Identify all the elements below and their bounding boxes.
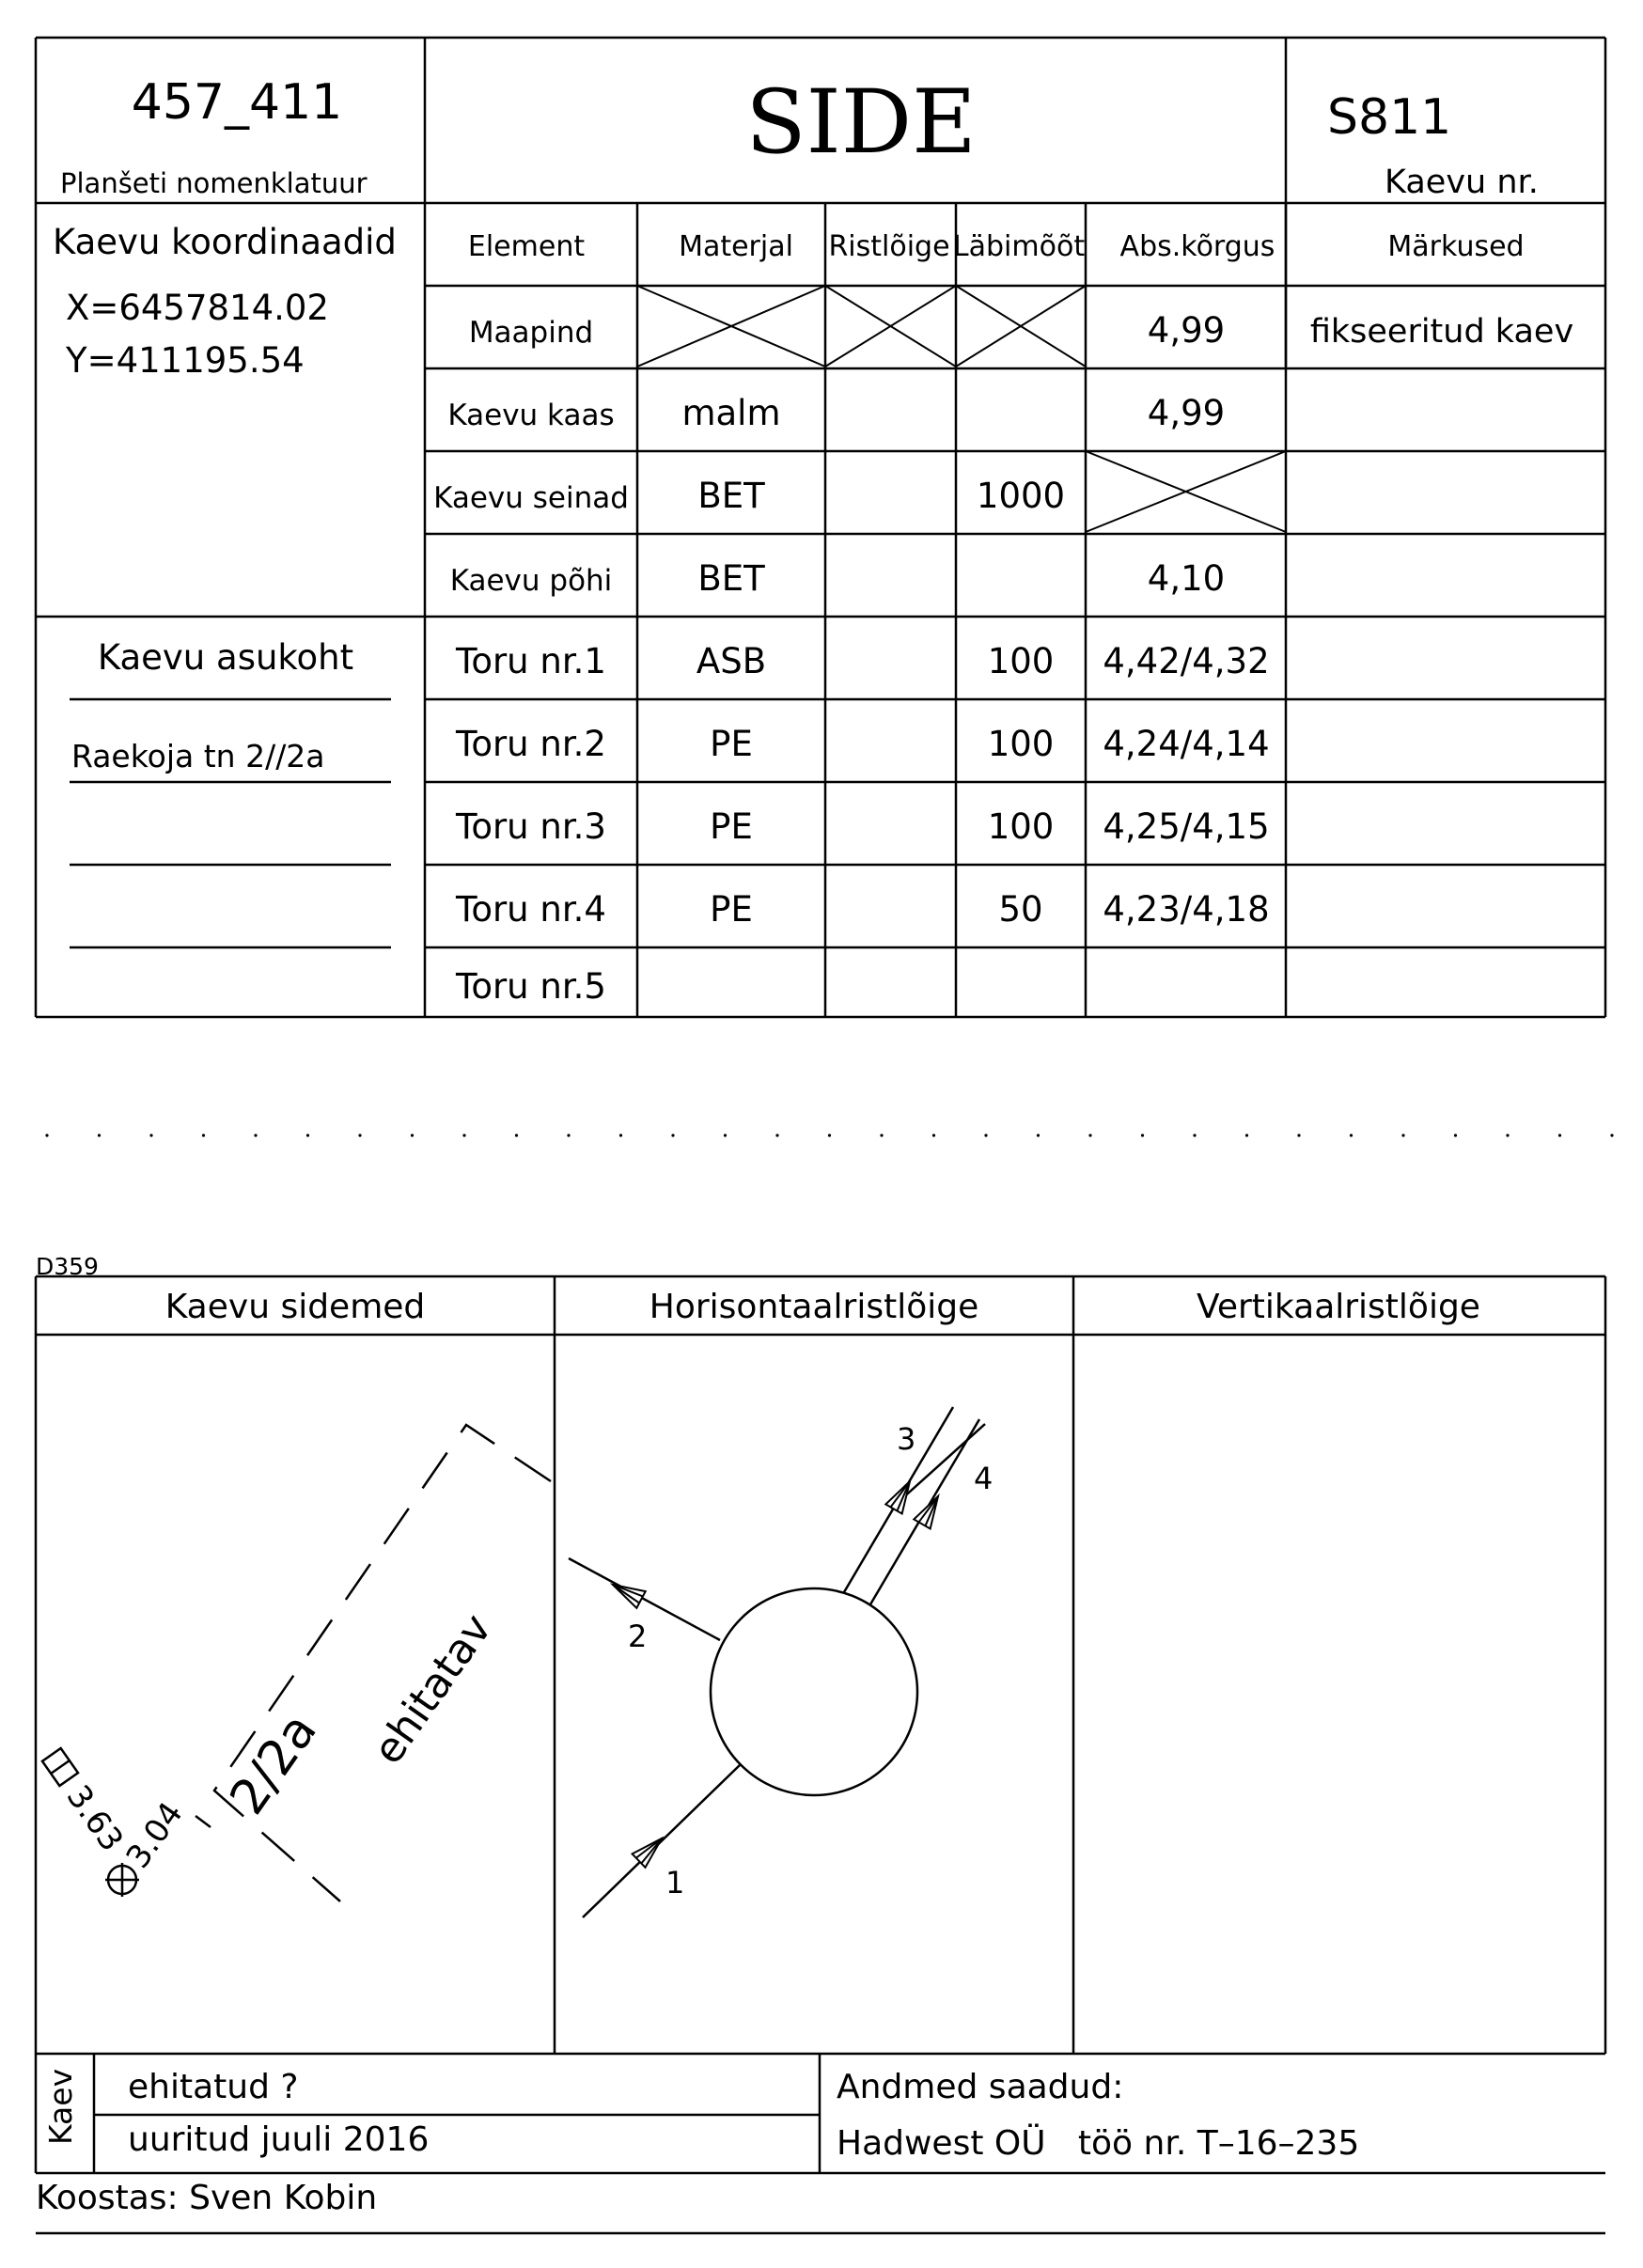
footer-author: Koostas: Sven Kobin (36, 2179, 378, 2217)
cut-dot (411, 1134, 414, 1136)
table-cell-material: ASB (696, 641, 767, 681)
table-cell-element: Kaevu seinad (433, 481, 629, 515)
pipe-label-4: 4 (974, 1461, 994, 1496)
panel-title-vertical: Vertikaalristlõige (1197, 1288, 1480, 1326)
table-cell-diameter: 50 (998, 889, 1043, 930)
table-cell-height: 4,24/4,14 (1103, 724, 1270, 764)
flow-arrow-icon (914, 1492, 946, 1528)
nomenclature-value: 457_411 (131, 74, 343, 131)
cut-dot (828, 1134, 831, 1136)
coordinate-y: Y=411195.54 (66, 340, 305, 381)
cut-dot (1506, 1134, 1509, 1136)
cut-dot (775, 1134, 778, 1136)
panel-title-horizontal: Horisontaalristlõige (649, 1288, 979, 1326)
cut-line (45, 1134, 1613, 1136)
table-cell-height: 4,42/4,32 (1103, 641, 1270, 681)
location-label: Kaevu asukoht (97, 637, 354, 678)
nomenclature-label: Planšeti nomenklatuur (60, 167, 368, 199)
cut-dot (671, 1134, 674, 1136)
cut-dot (984, 1134, 987, 1136)
col-notes: Märkused (1387, 230, 1525, 263)
address-tick (196, 1816, 211, 1827)
sketch-mark-a: 3.63 (58, 1778, 131, 1859)
table-cell-material: BET (697, 476, 765, 516)
table-cell-material: PE (710, 724, 753, 764)
table-cell-height: 4,99 (1147, 393, 1226, 433)
table-cell-notes: fikseeritud kaev (1309, 313, 1574, 351)
table-cell-diameter: 100 (987, 806, 1055, 847)
table-cell-material: malm (681, 393, 781, 433)
cut-dot (1454, 1134, 1457, 1136)
cut-dot (149, 1134, 152, 1136)
card-title: SIDE (745, 71, 977, 174)
table-cell-material: PE (710, 806, 753, 847)
cut-dot (45, 1134, 48, 1136)
table-cell-height: 4,25/4,15 (1103, 806, 1270, 847)
cut-dot (515, 1134, 518, 1136)
col-cross-section: Ristlõige (828, 230, 950, 263)
table-cell-height: 4,99 (1147, 310, 1226, 351)
cut-dot (724, 1134, 727, 1136)
pipe-label-2: 2 (628, 1619, 648, 1654)
table-cell-material: BET (697, 558, 765, 599)
cut-dot (1141, 1134, 1144, 1136)
cut-dot (619, 1134, 622, 1136)
table-cell-element: Toru nr.4 (456, 889, 606, 930)
table-body (433, 310, 1573, 1007)
cut-dot (254, 1134, 257, 1136)
survey-marker-icon (105, 1863, 139, 1897)
cut-dot (1401, 1134, 1404, 1136)
flow-arrow-icon (885, 1477, 917, 1513)
sketch-mark-b: 3.04 (118, 1795, 191, 1876)
table-cell-diameter: 100 (987, 641, 1055, 681)
pipe-label-1: 1 (665, 1865, 685, 1900)
cut-dot (202, 1134, 205, 1136)
table-cell-element: Maapind (468, 316, 594, 350)
table-cell-diameter: 1000 (976, 476, 1066, 516)
location-lines (70, 699, 391, 947)
coordinates-label: Kaevu koordinaadid (53, 222, 397, 262)
footer-surveyed: uuritud juuli 2016 (128, 2120, 430, 2159)
table-cell-height: 4,10 (1147, 558, 1226, 599)
table-cell-element: Toru nr.2 (456, 724, 606, 764)
cut-dot (1088, 1134, 1091, 1136)
well-number-label: Kaevu nr. (1385, 164, 1539, 201)
footer-side-label: Kaev (42, 2068, 79, 2145)
planned-building-outline (214, 1425, 551, 1901)
table-cell-height: 4,23/4,18 (1103, 889, 1270, 930)
flow-arrow-icon (633, 1832, 668, 1868)
horizontal-section (569, 1407, 985, 1917)
cut-dot (567, 1134, 570, 1136)
footer-built: ehitatud ? (128, 2068, 299, 2106)
footer-data-source: Hadwest OÜ töö nr. T–16–235 (837, 2124, 1360, 2163)
hydrant-icon (42, 1748, 78, 1786)
table-cell-element: Toru nr.1 (456, 641, 606, 681)
pipe-label-3: 3 (897, 1421, 916, 1457)
cut-dot (462, 1134, 465, 1136)
panel-titles (165, 1288, 1480, 1326)
cut-dot (1037, 1134, 1040, 1136)
location-address: Raekoja tn 2//2a (71, 738, 325, 774)
cut-dot (358, 1134, 361, 1136)
panel-title-connections: Kaevu sidemed (164, 1288, 426, 1326)
table-cell-diameter: 100 (987, 724, 1055, 764)
cut-dot (1350, 1134, 1353, 1136)
sheet-code: D359 (36, 1253, 99, 1280)
cut-dot (1558, 1134, 1561, 1136)
flow-arrows (608, 1477, 946, 1868)
footer-data-label: Andmed saadud: (837, 2068, 1124, 2106)
table-cell-element: Kaevu kaas (447, 399, 615, 432)
cut-dot (880, 1134, 883, 1136)
table-cell-element: Toru nr.5 (456, 966, 606, 1007)
table-header (468, 230, 1525, 263)
cut-dot (1610, 1134, 1613, 1136)
table-cell-material: PE (710, 889, 753, 930)
col-element: Element (467, 230, 586, 263)
pipe-1 (583, 1764, 741, 1917)
well-circle (711, 1588, 917, 1795)
cut-dot (1193, 1134, 1196, 1136)
cut-dot (1245, 1134, 1248, 1136)
table-cell-element: Kaevu põhi (449, 564, 613, 598)
col-diameter: Läbimõõt (952, 230, 1086, 263)
col-material: Materjal (679, 230, 793, 263)
sketch-address: 2/2a (219, 1703, 328, 1825)
cut-dot (98, 1134, 101, 1136)
cut-dot (932, 1134, 935, 1136)
table-cell-element: Toru nr.3 (456, 806, 606, 847)
flow-arrow-icon (608, 1576, 645, 1608)
well-number-value: S811 (1327, 89, 1452, 146)
cut-dot (1297, 1134, 1300, 1136)
cut-dot (306, 1134, 309, 1136)
pipe-labels (628, 1421, 993, 1900)
building-label: ehitatav (364, 1605, 502, 1774)
col-abs-height: Abs.kõrgus (1119, 230, 1275, 263)
coordinate-x: X=6457814.02 (66, 288, 329, 328)
